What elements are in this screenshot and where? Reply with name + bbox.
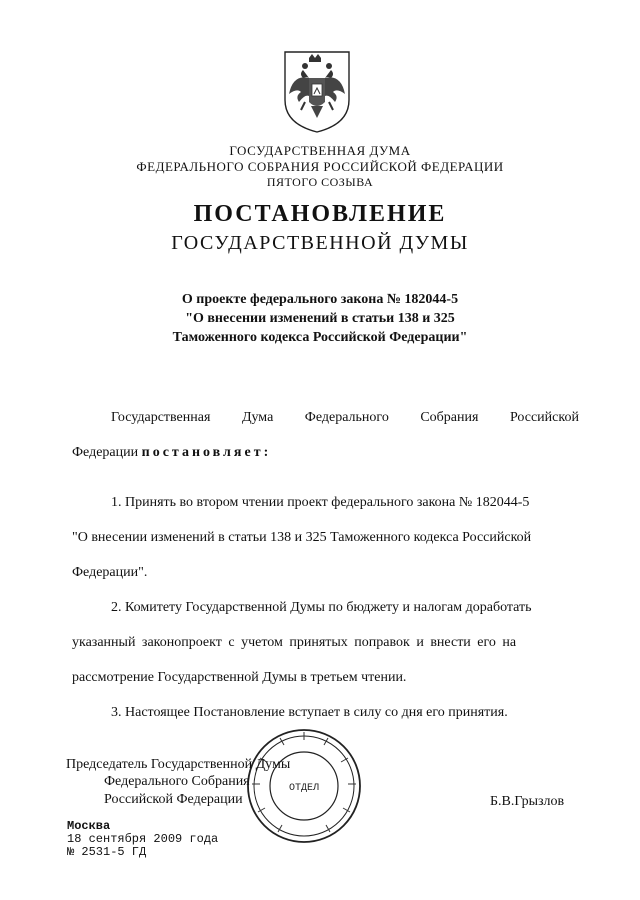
signatory-title-line-1: Председатель Государственной Думы (66, 757, 291, 772)
signatory-name: Б.В.Грызлов (490, 794, 565, 809)
document-subtitle: ГОСУДАРСТВЕННОЙ ДУМЫ (171, 232, 469, 254)
subject-line-3: Таможенного кодекса Российской Федерации" (172, 330, 468, 345)
item-1-line-1: 1. Принять во втором чтении проект федерального закона № 182044-5 (111, 495, 530, 510)
item-2-line-1: 2. Комитету Государственной Думы по бюджету и налогам доработать (111, 600, 532, 615)
stamp-center-text: ОТДЕЛ (288, 783, 320, 794)
preamble-line-2 (72, 445, 271, 461)
subject-line-2: "О внесении изменений в статьи 138 и 325 (185, 311, 455, 326)
coat-of-arms-icon (279, 48, 355, 134)
preamble-word: Государственная (111, 410, 211, 425)
footer-date: 18 сентября 2009 года (67, 832, 219, 846)
item-1-line-3: Федерации". (72, 565, 148, 580)
signatory-title-line-2: Федерального Собрания (104, 774, 250, 789)
document-title: ПОСТАНОВЛЕНИЕ (193, 201, 447, 227)
item-2-line-3: рассмотрение Государственной Думы в третьем чтении. (72, 670, 407, 685)
preamble-text: Федерации (72, 445, 139, 460)
preamble-word: Российской (509, 410, 579, 425)
footer-city: Москва (67, 819, 111, 833)
preamble-word: Федерального (304, 410, 389, 425)
item-2-line-2: указанный законопроект с учетом принятых поправок и внести его на (72, 635, 517, 650)
official-stamp-icon (244, 726, 364, 846)
signatory-title-line-3: Российской Федерации (104, 792, 243, 807)
footer-number: № 2531-5 ГД (67, 845, 147, 859)
item-1-line-2: "О внесении изменений в статьи 138 и 325 Таможенного кодекса Российской (72, 530, 532, 545)
issuer-line-1: ГОСУДАРСТВЕННАЯ ДУМА (229, 143, 411, 158)
issuer-line-3: ПЯТОГО СОЗЫВА (266, 175, 374, 189)
preamble-decree-word: постановляет: (141, 445, 272, 460)
preamble-word: Дума (241, 410, 274, 425)
document-subject (0, 290, 640, 347)
preamble-line-1 (111, 410, 579, 426)
issuer-line-2: ФЕДЕРАЛЬНОГО СОБРАНИЯ РОССИЙСКОЙ ФЕДЕРАЦИИ (136, 159, 504, 174)
item-3-line-1: 3. Настоящее Постановление вступает в силу со дня его принятия. (111, 705, 508, 720)
subject-line-1: О проекте федерального закона № 182044-5 (181, 292, 459, 307)
preamble-word: Собрания (420, 410, 479, 425)
